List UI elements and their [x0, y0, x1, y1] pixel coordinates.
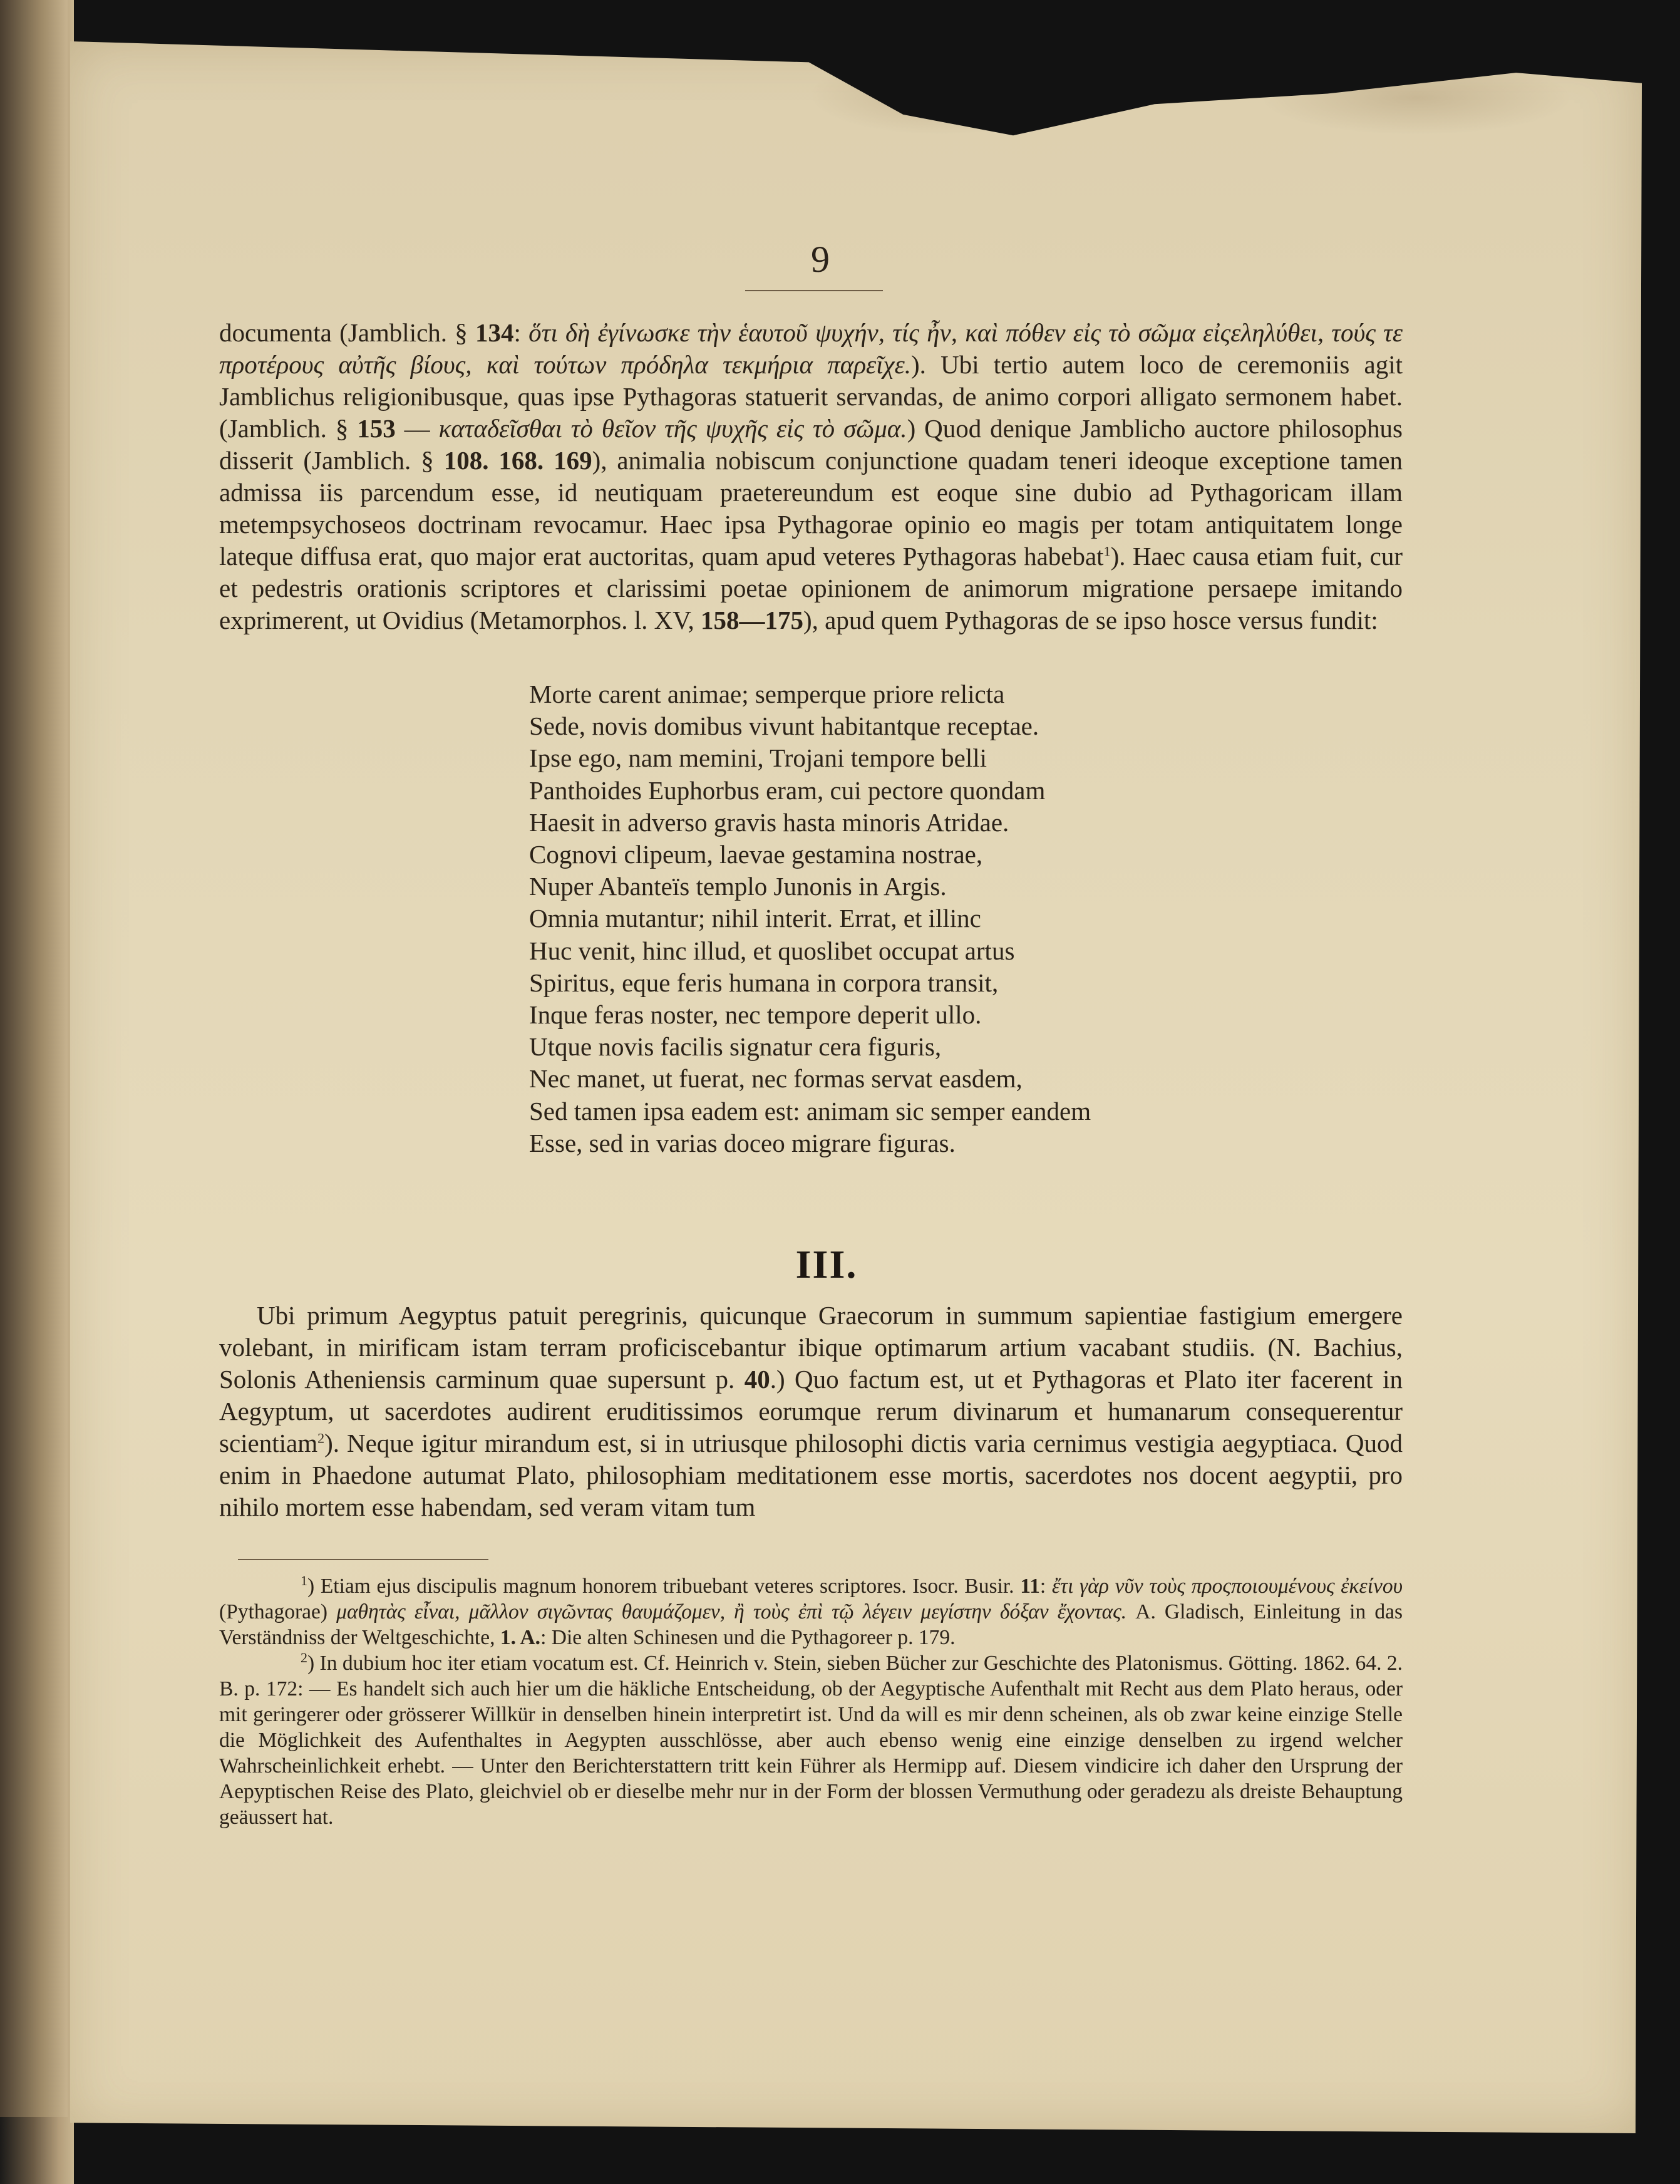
ovid-poem [529, 678, 1281, 1159]
poem-line: Panthoides Euphorbus eram, cui pectore quondam [529, 775, 1046, 805]
footnote-number: 2 [301, 1649, 307, 1665]
text-run: ). Neque igitur mirandum est, si in utriusque philosophi dictis varia cernimus vestigia aegyptiaca. Quod enim in Phaedone autumat Plato, philosophiam meditationem esse mortis, sacerdotes nos docent aegyptii, pro nihilo mortem esse habendam, sed veram vitam tum [219, 1429, 1403, 1521]
section-ref: 108. 168. 169 [443, 446, 592, 475]
footnote-number: 1 [301, 1572, 307, 1588]
poem-line: Utque novis facilis signatur cera figuris, [529, 1032, 942, 1062]
text-run: Ubi primum Aegyptus patuit peregrinis, quicunque Graecorum in summum sapientiae fastigium emergere volebant, in mirificam istam terram proficiscebantur ibique optimarum artium vacabant studiis. (N. Bachius, Solonis Atheniensis carminum quae supersunt p. [219, 1301, 1403, 1394]
greek-quote: μαθητὰς εἶναι, μᾶλλον σιγῶντας θαυμάζομεν, ἢ τοὺς ἐπὶ τῷ λέγειν μεγίστην δόξαν ἔχοντας. [336, 1600, 1127, 1623]
verse-ref: 158—175 [701, 606, 804, 634]
section-ref: 153 [357, 414, 396, 443]
text-run: .) Quo factum est, ut et Pythagoras et Plato iter facerent in Aegyptum, ut sacerdotes audirent eruditissimos eorumque rerum divinarum et humanarum consequerentur scientiam [219, 1365, 1403, 1457]
page-ref: 40 [744, 1365, 770, 1394]
poem-line: Ipse ego, nam memini, Trojani tempore belli [529, 743, 987, 773]
poem-line: Esse, sed in varias doceo migrare figuras. [529, 1128, 956, 1157]
text-run: ), animalia nobiscum conjunctione quadam teneri ideoque exceptione tamen admissa iis parcendum esse, id neutiquam praetereundum est eoque sine dubio ad Pythagoricam illam metempsychoseos doctrinam revocamur. Haec ipsa Pythagorae opinio eo magis per totam antiquitatem longe lateque diffusa erat, quo major erat auctoritas, quam apud veteres Pythagoras habebat [219, 446, 1403, 571]
footnote-1 [219, 1573, 1403, 1650]
text-run: (Pythagorae) [219, 1600, 337, 1623]
greek-quote: καταδεῖσθαι τὸ θεῖον τῆς ψυχῆς εἰς τὸ σῶμα. [438, 414, 907, 443]
poem-line: Nuper Abanteïs templo Junonis in Argis. [529, 872, 947, 901]
text-run: : [513, 318, 529, 347]
poem-line: Morte carent animae; semperque priore relicta [529, 680, 1005, 708]
edition-ref: 1. A. [500, 1626, 541, 1649]
poem-line: Haesit in adverso gravis hasta minoris Atridae. [529, 807, 1009, 837]
previous-page-edge [0, 0, 68, 2117]
section-ref: 134 [475, 318, 514, 347]
poem-line: Nec manet, ut fuerat, nec formas servat easdem, [529, 1064, 1023, 1094]
text-run: ) Etiam ejus discipulis magnum honorem tribuebant veteres scriptores. Isocr. Busir. [307, 1575, 1021, 1598]
text-run: ). Ubi tertio autem loco de ceremoniis agit Jamblichus religionibusque, quas ipse Pythagoras statuerit servandas, de animo corpori alligato sermonem habet. (Jamblich. § [219, 350, 1403, 443]
greek-quote: ὅτι δὴ ἐγίνωσκε τὴν ἑαυτοῦ ψυχήν, τίς ἦν, καὶ πόθεν εἰς τὸ σῶμα εἰςεληλύθει, τούς τε προτέρους αὐτῆς βίους, καὶ τούτων πρόδηλα τεκμήρια παρεῖχε. [219, 318, 1403, 379]
paper-stain [1260, 60, 1573, 135]
poem-line: Huc venit, hinc illud, et quoslibet occupat artus [529, 936, 1015, 965]
footnote-marker[interactable]: 2 [317, 1430, 325, 1446]
text-run: ), apud quem Pythagoras de se ipso hosce versus fundit: [803, 606, 1378, 634]
footnote-rule [238, 1559, 488, 1560]
footnotes [219, 1573, 1403, 1830]
footnote-marker[interactable]: 1 [1103, 543, 1111, 559]
text-run: : [1039, 1575, 1052, 1598]
text-run: : Die alten Schinesen und die Pythagoreer p. 179. [540, 1626, 956, 1649]
greek-quote: ἔτι γὰρ νῦν τοὺς προςποιουμένους ἐκείνου [1051, 1575, 1403, 1598]
poem-line: Sede, novis domibus vivunt habitantque receptae. [529, 712, 1039, 741]
paper-stain [809, 54, 1072, 135]
paragraph-jamblichus [219, 317, 1403, 636]
text-run: A. Gladisch, Einleitung in das Verständniss der Weltgeschichte, [219, 1600, 1403, 1649]
text-run: ) Quod denique Jamblicho auctore philosophus disserit (Jamblich. § [219, 414, 1403, 475]
text-run: ). Haec causa etiam fuit, cur et pedestris orationis scriptores et clarissimi poetae opinionem de animorum migratione persaepe imitando exprimerent, ut Ovidius (Metamorphos. l. XV, [219, 542, 1403, 634]
section-heading: III. [795, 1242, 858, 1286]
section-ref: 11 [1020, 1575, 1040, 1598]
poem-line: Omnia mutantur; nihil interit. Errat, et illinc [529, 904, 981, 933]
footnote-2 [219, 1650, 1403, 1830]
text-run: — [395, 414, 439, 443]
poem-line: Spiritus, eque feris humana in corpora transit, [529, 968, 999, 997]
page-number: 9 [811, 239, 830, 280]
page-number-rule [745, 290, 883, 291]
text-run: documenta (Jamblich. § [219, 318, 476, 347]
poem-line: Sed tamen ipsa eadem est: animam sic semper eandem [529, 1096, 1091, 1126]
paragraph-aegyptus [219, 1300, 1403, 1523]
text-run: ) In dubium hoc iter etiam vocatum est. Cf. Heinrich v. Stein, sieben Bücher zur Geschichte des Platonismus. Götting. 1862. 64. 2. B. p. 172: — Es handelt sich auch hier um die häkliche Entscheidung, ob der Aegyptische Aufenthalt mit Recht aus dem Plato heraus, oder mit geringerer oder grösserer Willkür in denselben hinein interpretirt ist. Und da will es mir denn scheinen, als ob zwar keine einzige Stelle die Möglichkeit des Aufenthaltes in Aegypten ausschlösse, aber auch ebenso wenig eine einzige denselben zu irgend welcher Wahrscheinlichkeit erhebt. — Unter den Berichterstattern tritt kein Führer als Hermipp auf. Diesem vindicire ich daher den Ursprung der Aepyptischen Reise des Plato, gleichviel ob er dieselbe mehr nur in der Form der blossen Vermuthung oder geradezu als dreiste Behauptung geäussert hat. [219, 1652, 1403, 1829]
poem-line: Inque feras noster, nec tempore deperit ullo. [529, 1000, 982, 1030]
poem-line: Cognovi clipeum, laevae gestamina nostrae, [529, 840, 983, 869]
